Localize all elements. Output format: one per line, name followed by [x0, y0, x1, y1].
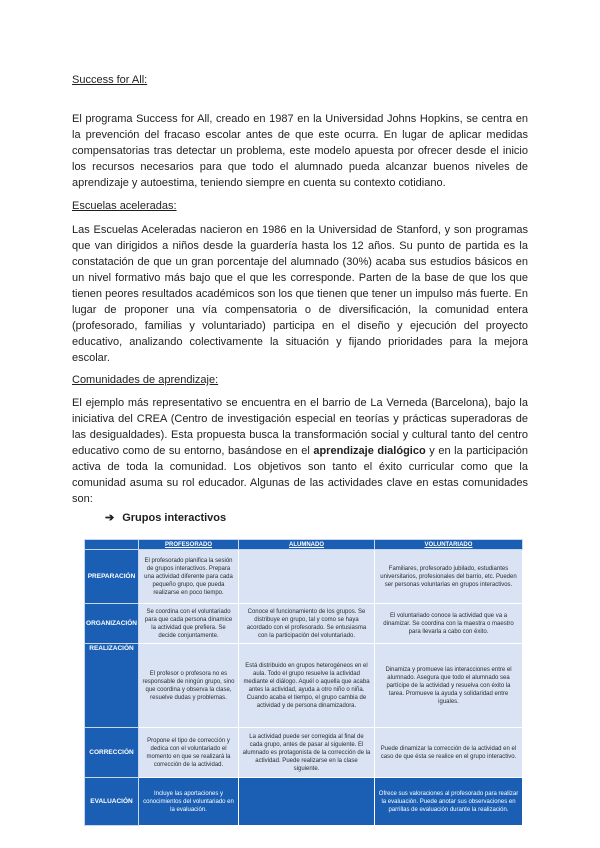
table-cell: Propone el tipo de corrección y dedica con el voluntariado el momento en que se realizará la corrección de la actividad.: [139, 728, 239, 778]
table-cell: Conoce el funcionamiento de los grupos. Se distribuye en grupo, tal y como se haya acordado con el profesorado. Se entusiasma con la participación del voluntariado.: [239, 604, 375, 644]
heading-escuelas-aceleradas: Escuelas aceleradas:: [72, 200, 177, 212]
arrow-icon: ➔: [105, 512, 115, 524]
table-cell: Puede dinamizar la corrección de la actividad en el caso de que ésta se realice en el grupo interactivo.: [375, 728, 523, 778]
row-label-correccion: CORRECCIÓN: [85, 728, 139, 778]
table-cell: Se coordina con el voluntariado para que cada persona dinamice la actividad que prefiera. Se decide conjuntamente.: [139, 604, 239, 644]
paragraph-escuelas-aceleradas: Las Escuelas Aceleradas nacieron en 1986 en la Universidad de Stanford, y son programas que van dirigidos a niños desde la guardería hasta los 12 años. Su punto de partida es la constatación de que un gran porcentaje del alumnado (30%) acaba sus estudios básicos en un nivel formativo más bajo que el que les corresponde. Parten de la base de que los que tienen peores resultados académicos son los que tienen que tener un impulso más fuerte. En lugar de proponer una vía compensatoria o de diversificación, la comunidad entera (profesorado, familias y voluntariado) participa en el diseño y ejecución del proyecto educativo, analizando colectivamente la situación y fijando prioridades para la mejora escolar.: [72, 224, 528, 364]
table-row: [85, 644, 523, 728]
table-header-empty: [85, 540, 139, 550]
table-cell: El profesor o profesora no es responsable de ningún grupo, sino que coordina y observa la clase, resuelve dudas y problemas.: [139, 644, 239, 728]
table-header-row: [85, 540, 523, 550]
comunidades-text-end: y en la participación activa de toda la comunidad. Los objetivos son tanto el éxito curricular como que la comunidad asuma su rol educador. Algunas de las actividades clave en estas comunidades son:: [72, 445, 529, 505]
table-cell: La actividad puede ser corregida al final de cada grupo, antes de pasar al siguiente. El alumnado es protagonista de la corrección de la actividad. Puede realizarse en la clase siguiente.: [239, 728, 375, 778]
table-cell: El profesorado planifica la sesión de grupos interactivos. Prepara una actividad diferente para cada pequeño grupo, que pueda realizarse en poco tiempo.: [139, 550, 239, 604]
table-cell: Dinamiza y promueve las interacciones entre el alumnado. Asegura que todo el alumnado sea partícipe de la actividad y resuelva con éxito la tarea. Promueve la ayuda y solidaridad entre iguales.: [375, 644, 523, 728]
table-cell: Ofrece sus valoraciones al profesorado para realizar la evaluación. Puede anotar sus observaciones en parrillas de evaluación durante la realización.: [375, 778, 523, 826]
grupos-interactivos-table: [84, 539, 523, 826]
table-row: [85, 550, 523, 604]
table-cell: Incluye las aportaciones y conocimientos del voluntariado en la evaluación.: [139, 778, 239, 826]
heading-success-for-all: Success for All:: [72, 74, 148, 86]
table-header-alumnado: ALUMNADO: [239, 540, 375, 550]
table-row: [85, 604, 523, 644]
comunidades-text-bold: aprendizaje dialógico: [313, 445, 426, 457]
bullet-grupos-interactivos: [105, 511, 226, 524]
row-label-preparacion: PREPARACIÓN: [85, 550, 139, 604]
paragraph-success-for-all: El programa Success for All, creado en 1987 en la Universidad Johns Hopkins, se centra en la prevención del fracaso escolar antes de que este ocurra. En lugar de aplicar medidas compensatorias tras detectar un problema, este modelo apuesta por ofrecer desde el inicio los recursos necesarios para que todo el alumnado pueda alcanzar buenos niveles de aprendizaje y autoestima, teniendo siempre en cuenta su contexto cotidiano.: [72, 113, 528, 189]
bullet-label: Grupos interactivos: [122, 512, 227, 524]
table-cell: Está distribuido en grupos heterogéneos en el aula. Todo el grupo resuelve la actividad mediante el diálogo. Aquél o aquella que acaba antes la actividad, ayuda a otro niño o niña. Cuando acaba el tiempo, el grupo cambia de actividad y de persona dinamizadora.: [239, 644, 375, 728]
table-header-profesorado: PROFESORADO: [139, 540, 239, 550]
table-row: [85, 778, 523, 826]
heading-comunidades-aprendizaje: Comunidades de aprendizaje:: [72, 374, 219, 386]
table-row: [85, 728, 523, 778]
comunidades-text-start: El ejemplo más representativo se encuentra en el barrio de La Verneda (Barcelona), bajo la iniciativa del CREA (Centro de investigación especial en teorías y prácticas superadoras de las desigualdades). Esta propuesta busca la transformación social y cultural tanto del centro educativo como de su entorno, basándose en el: [72, 397, 528, 457]
row-label-realizacion: REALIZACIÓN: [85, 644, 139, 728]
paragraph-comunidades-aprendizaje: [72, 395, 528, 507]
table-cell: [239, 778, 375, 826]
row-label-evaluacion: EVALUACIÓN: [85, 778, 139, 826]
table-header-voluntariado: VOLUNTARIADO: [375, 540, 523, 550]
table-cell: Familiares, profesorado jubilado, estudiantes universitarios, profesionales del barrio, etc. Pueden ser personas voluntarias en grupos interactivos.: [375, 550, 523, 604]
table-cell: [239, 550, 375, 604]
row-label-organizacion: ORGANIZACIÓN: [85, 604, 139, 644]
table-cell: El voluntariado conoce la actividad que va a dinamizar. Se coordina con la maestra o maestro para llevarla a cabo con éxito.: [375, 604, 523, 644]
